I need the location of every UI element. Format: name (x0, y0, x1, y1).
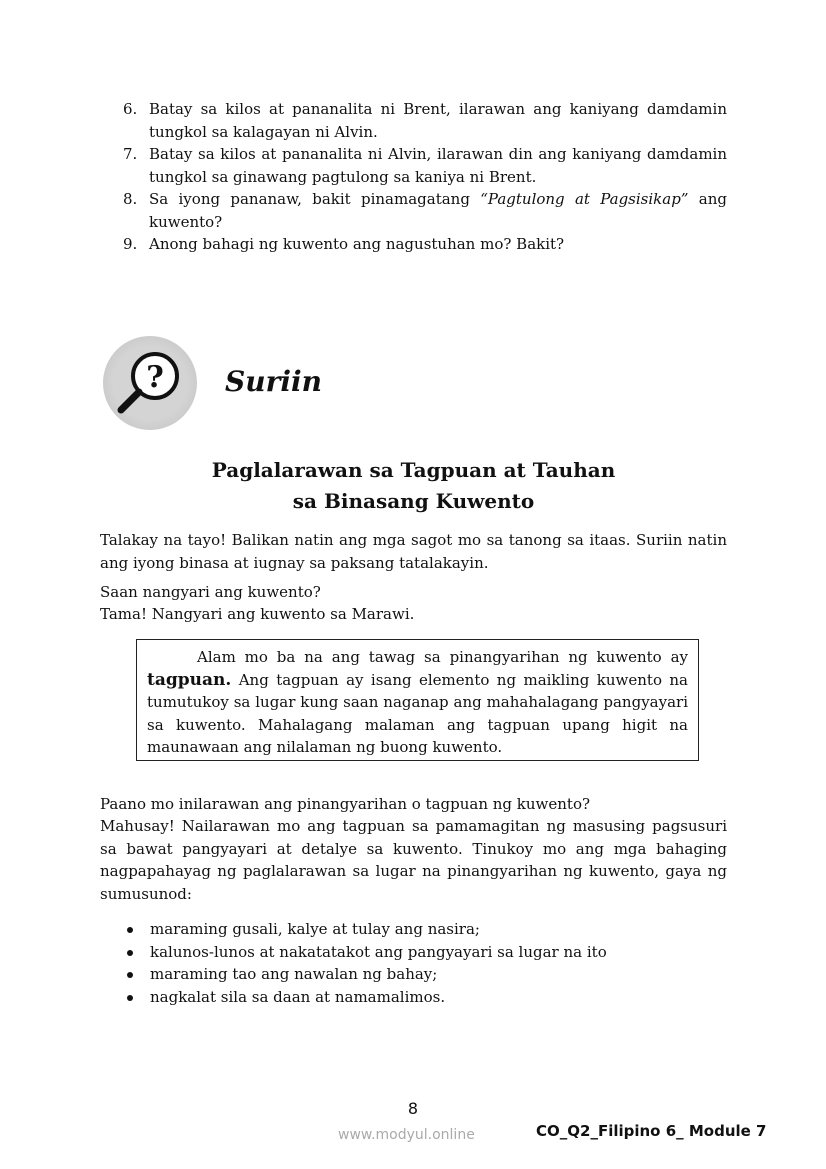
section-title: Suriin (225, 365, 322, 398)
question-item: 7. Batay sa kilos at pananalita ni Alvin, ilarawan din ang kaniyang damdamin tungkol sa ginawang pagtulong sa kaniya ni Brent. (123, 145, 727, 186)
list-item: maraming gusali, kalye at tulay ang nasira; (100, 918, 727, 941)
intro-paragraph: Talakay na tayo! Balikan natin ang mga sagot mo sa tanong sa itaas. Suriin natin ang iyong binasa at iugnay sa paksang tatalakayin. (100, 531, 727, 572)
answer-text: Tama! Nangyari ang kuwento sa Marawi. (100, 605, 415, 623)
svg-text:?: ? (146, 360, 164, 395)
bullet-list (100, 918, 727, 1008)
list-item: kalunos-lunos at nakatatakot ang pangyayari sa lugar na ito (100, 941, 727, 964)
info-box: Alam mo ba na ang tawag sa pinangyarihan ng kuwento ay tagpuan. Ang tagpuan ay isang elemento ng maikling kuwento na tumutukoy sa lugar kung saan naganap ang mahahalagang pangyayari sa kuwento. Mahalagang malaman ang tagpuan upang higit na maunawaan ang nilalaman ng buong kuwento. (136, 639, 699, 761)
page-number: 8 (407, 1099, 419, 1118)
question-item: 8. Sa iyong pananaw, bakit pinamagatang “Pagtulong at Pagsisikap” ang kuwento? (123, 190, 727, 231)
module-code: CO_Q2_Filipino 6_ Module 7 (536, 1122, 767, 1140)
question-text: Paano mo inilarawan ang pinangyarihan o tagpuan ng kuwento? (100, 795, 591, 813)
question-item: 9. Anong bahagi ng kuwento ang nagustuhan mo? Bakit? (123, 235, 565, 253)
list-item: maraming tao ang nawalan ng bahay; (100, 963, 727, 986)
answer-paragraph: Mahusay! Nailarawan mo ang tagpuan sa pamamagitan ng masusing pagsusuri sa bawat pangyayari at detalye sa kuwento. Tinukoy mo ang mga bahaging nagpapahayag ng paglalarawan sa lugar na pinangyarihan ng kuwento, gaya ng sumusunod: (100, 817, 727, 903)
question-list (123, 98, 727, 256)
question-text: Saan nangyari ang kuwento? (100, 583, 321, 601)
question-item: 6. Batay sa kilos at pananalita ni Brent, ilarawan ang kaniyang damdamin tungkol sa kalagayan ni Alvin. (123, 100, 727, 141)
list-item: nagkalat sila sa daan at namamalimos. (100, 986, 727, 1009)
magnifier-question-icon (103, 336, 197, 430)
watermark: www.modyul.online (338, 1127, 475, 1143)
topic-title: Paglalarawan sa Tagpuan at Tauhan sa Binasang Kuwento (211, 458, 616, 513)
